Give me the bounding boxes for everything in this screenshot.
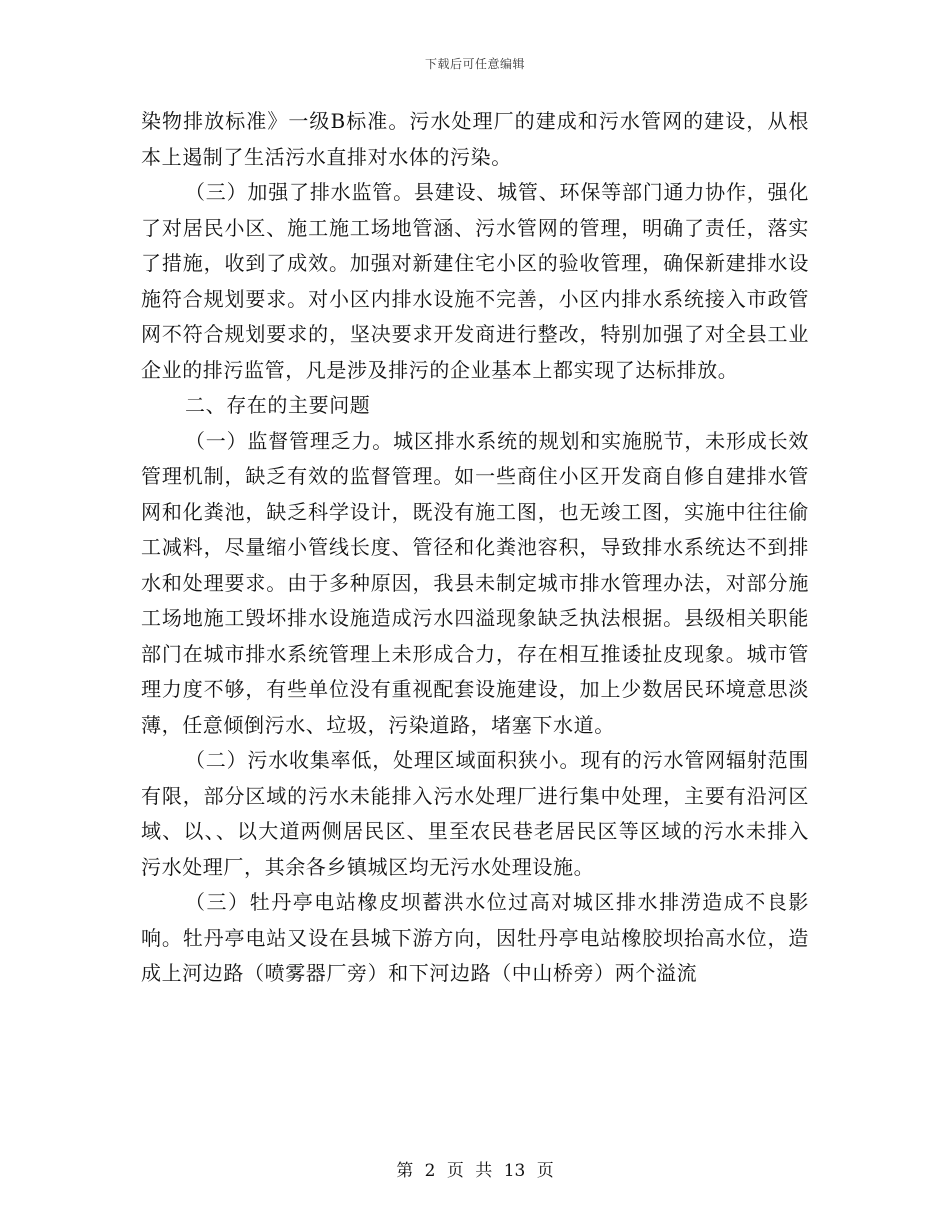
paragraph-weak-supervision: （一）监督管理乏力。城区排水系统的规划和实施脱节，未形成长效管理机制，缺乏有效的监督管理。如一些商住小区开发商自修自建排水管网和化粪池，缺乏科学设计，既没有施工图，也无竣工图，实施中往往偷工减料，尽量缩小管线长度、管径和化粪池容积，导致排水系统达不到排水和处理要求。由于多种原因，我县未制定城市排水管理办法，对部分施工场地施工毁坏排水设施造成污水四溢现象缺乏执法根据。县级相关职能部门在城市排水系统管理上未形成合力，存在相互推诿扯皮现象。城市管理力度不够，有些单位没有重视配套设施建设，加上少数居民环境意思淡薄，任意倾倒污水、垃圾，污染道路，堵塞下水道。 [141, 428, 809, 737]
header-note: 下载后可任意编辑 [424, 57, 525, 71]
body-text [141, 104, 809, 992]
paragraph-rubber-dam-impact: （三）牡丹亭电站橡皮坝蓄洪水位过高对城区排水排涝造成不良影响。牡丹亭电站又设在县城下游方向，因牡丹亭电站橡胶坝抬高水位，造成上河边路（喷雾器厂旁）和下河边路（中山桥旁）两个溢流 [141, 890, 809, 985]
paragraph-drainage-supervision: （三）加强了排水监管。县建设、城管、环保等部门通力协作，强化了对居民小区、施工施工场地管涵、污水管网的管理，明确了责任，落实了措施，收到了成效。加强对新建住宅小区的验收管理，确保新建排水设施符合规划要求。对小区内排水设施不完善，小区内排水系统接入市政管网不符合规划要求的，坚决要求开发商进行整改，特别加强了对全县工业企业的排污监管，凡是涉及排污的企业基本上都实现了达标排放。 [141, 180, 809, 382]
paragraph-low-collection-rate: （二）污水收集率低，处理区域面积狭小。现有的污水管网辐射范围有限，部分区域的污水未能排入污水处理厂进行集中处理，主要有沿河区域、以、、以大道两侧居民区、里至农民巷老居民区等区域的污水未排入污水处理厂，其余各乡镇城区均无污水处理设施。 [141, 748, 809, 879]
page-number-footer: 第 2 页 共 13 页 [396, 1161, 554, 1181]
paragraph-continuation: 染物排放标准》一级B标准。污水处理厂的建成和污水管网的建设，从根本上遏制了生活污水直排对水体的污染。 [141, 109, 809, 169]
section-heading-main-problems: 二、存在的主要问题 [185, 393, 371, 417]
